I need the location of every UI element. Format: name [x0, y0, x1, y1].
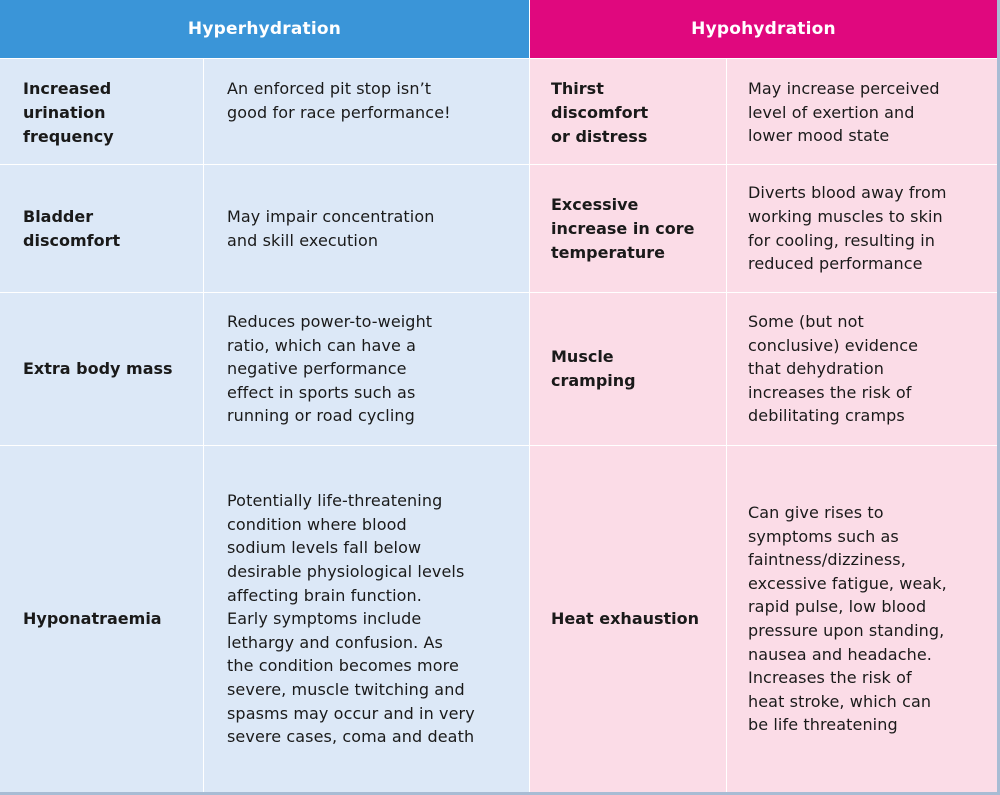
hyper-effect-description: An enforced pit stop isn’t good for race performance! — [227, 79, 451, 122]
hypo-effect-label: Thirst discomfort or distress — [551, 79, 649, 146]
hypo-description-cell — [727, 59, 997, 164]
hyper-description-cell — [204, 446, 530, 792]
hypo-effect-description: Some (but not conclusive) evidence that dehydration increases the risk of debilitating cramps — [748, 312, 919, 426]
hyper-effect-label: Extra body mass — [23, 359, 173, 378]
hypo-effect-cell — [530, 165, 727, 292]
hyper-effect-description: Reduces power-to-weight ratio, which can have a negative performance effect in sports such as running or road cycling — [227, 312, 433, 426]
hyper-effect-description: Potentially life-threatening condition where blood sodium levels fall below desirable physiological levels affecting brain function. Early symptoms include lethargy and confusion. As the condition becomes more severe, muscle twitching and spasms may occur and in very severe cases, coma and death — [227, 491, 475, 747]
hypo-effect-cell — [530, 446, 727, 792]
hypo-effect-description: May increase perceived level of exertion and lower mood state — [748, 79, 940, 146]
hyper-effect-cell — [0, 165, 204, 292]
hyper-effect-label: Hyponatraemia — [23, 609, 162, 628]
hyper-effect-description: May impair concentration and skill execution — [227, 206, 435, 250]
hyper-effect-cell — [0, 446, 204, 792]
table-row — [0, 292, 997, 445]
hyper-effect-label: Bladder discomfort — [23, 206, 121, 250]
table-row — [0, 445, 997, 792]
hypo-effect-label: Excessive increase in core temperature — [551, 194, 695, 262]
hypo-description-cell — [727, 293, 997, 445]
hypo-effect-description: Diverts blood away from working muscles to skin for cooling, resulting in reduced performance — [748, 183, 947, 274]
hypo-effect-description: Can give rises to symptoms such as faintness/dizziness, excessive fatigue, weak, rapid pulse, low blood pressure upon standing, nausea and headache. Increases the risk of heat stroke, which can be life threatening — [748, 503, 947, 735]
hypo-effect-cell — [530, 59, 727, 164]
hypo-description-cell — [727, 446, 997, 792]
table-header-row — [0, 0, 997, 58]
table-row — [0, 58, 997, 164]
hyper-description-cell — [204, 293, 530, 445]
hyper-effect-cell — [0, 59, 204, 164]
hyper-description-cell — [204, 165, 530, 292]
hypohydration-header: Hypohydration — [530, 0, 997, 58]
hypo-effect-cell — [530, 293, 727, 445]
hyper-description-cell — [204, 59, 530, 164]
hyper-effect-cell — [0, 293, 204, 445]
hypo-effect-label: Heat exhaustion — [551, 609, 700, 628]
table-row — [0, 164, 997, 292]
hyperhydration-header: Hyperhydration — [0, 0, 530, 58]
hypo-effect-label: Muscle cramping — [551, 347, 636, 390]
hyper-effect-label: Increased urination frequency — [23, 79, 114, 146]
hypo-description-cell — [727, 165, 997, 292]
